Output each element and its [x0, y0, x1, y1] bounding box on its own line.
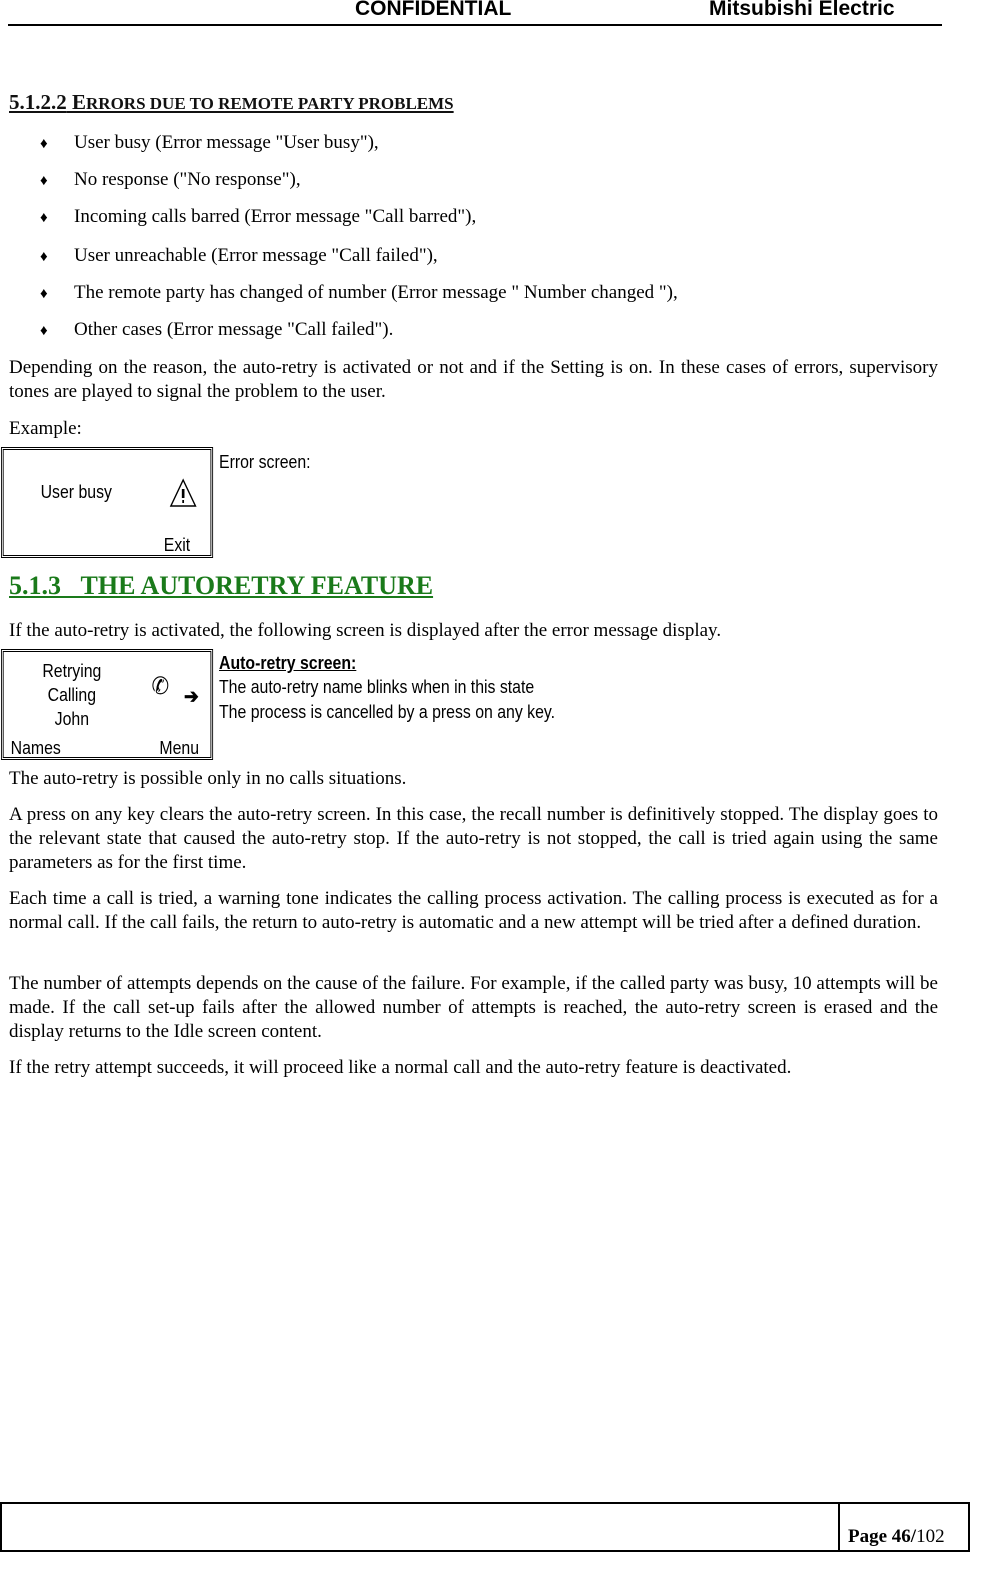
paragraph: Depending on the reason, the auto-retry is activated or not and if the Setting is on. In these cases of errors, supervisory tones are played to signal the problem to the user.	[9, 357, 938, 402]
calling-label: Calling	[47, 685, 97, 705]
bullet-item: ♦ The remote party has changed of number (Error message " Number changed "),	[40, 282, 678, 303]
bullet-item: ♦ User busy (Error message "User busy"),	[40, 132, 379, 153]
example-label: Example:	[9, 418, 82, 439]
section-heading: 5.1.2.2 ERRORS DUE TO REMOTE PARTY PROBLEMS	[9, 90, 454, 114]
paragraph: If the retry attempt succeeds, it will proceed like a normal call and the auto-retry feature is deactivated.	[9, 1057, 792, 1078]
contact-name: John	[54, 709, 90, 729]
menu-softkey: Menu	[159, 738, 200, 758]
bullet-item: ♦ No response ("No response"),	[40, 169, 301, 190]
retry-caption-line: The auto-retry name blinks when in this state	[219, 677, 535, 697]
error-screen-mockup	[1, 447, 213, 558]
header-divider	[8, 24, 942, 26]
error-message: User busy	[40, 482, 112, 502]
company-name: Mitsubishi Electric	[709, 0, 895, 20]
paragraph: The number of attempts depends on the cause of the failure. For example, if the called party was busy, 10 attempts will be made. If the call set-up fails after the allowed number of attempts is reached, the auto-retry screen is erased and the display returns to the Idle screen content.	[9, 973, 938, 1042]
section-heading-autoretry: 5.1.3 THE AUTORETRY FEATURE	[9, 571, 434, 600]
bullet-item: ♦ User unreachable (Error message "Call failed"),	[40, 245, 438, 266]
page-number: Page 46/102	[848, 1526, 945, 1547]
bullet-item: ♦ Other cases (Error message "Call failed").	[40, 319, 394, 340]
paragraph: The auto-retry is possible only in no calls situations.	[9, 768, 407, 789]
paragraph: If the auto-retry is activated, the following screen is displayed after the error message display.	[9, 620, 722, 641]
paragraph: Each time a call is tried, a warning tone indicates the calling process activation. The calling process is executed as for a normal call. If the call fails, the return to auto-retry is automatic and a new attempt will be tried after a defined duration.	[9, 888, 938, 933]
phone-icon: ✆	[151, 673, 170, 700]
retry-screen-mockup	[1, 649, 213, 760]
warning-icon	[169, 478, 197, 508]
names-softkey: Names	[10, 738, 61, 758]
exit-softkey: Exit	[163, 535, 191, 555]
bullet-item: ♦ Incoming calls barred (Error message "Call barred"),	[40, 206, 477, 227]
confidential-label: CONFIDENTIAL	[355, 0, 512, 20]
footer-table	[0, 1502, 970, 1552]
retrying-label: Retrying	[42, 661, 102, 681]
error-screen-caption: Error screen:	[219, 452, 311, 472]
arrow-right-icon: ➔	[184, 686, 199, 708]
retry-caption-line: The process is cancelled by a press on any key.	[219, 702, 556, 722]
retry-caption-title: Auto-retry screen:	[219, 653, 357, 673]
paragraph: A press on any key clears the auto-retry screen. In this case, the recall number is definitively stopped. The display goes to the relevant state that caused the auto-retry stop. If the auto-retry is not stopped, the call is tried again using the same parameters as for the first time.	[9, 804, 938, 873]
